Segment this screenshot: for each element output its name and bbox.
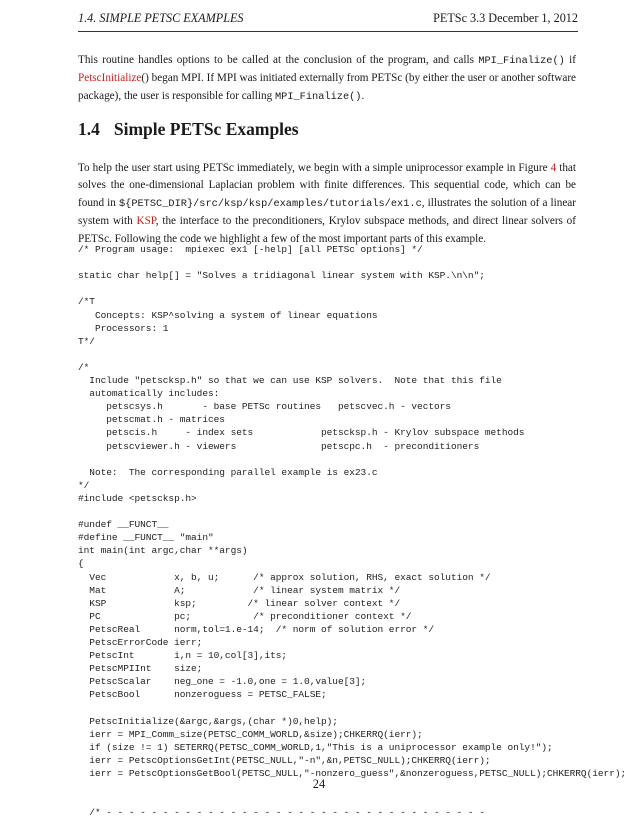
code-line: PetscMPIInt size; bbox=[78, 663, 203, 675]
code-line: #define __FUNCT__ "main" bbox=[78, 532, 214, 544]
code-line: /* - - - - - - - - - - - - - - - - - - - - - - - - - - - - - - - - - - bbox=[78, 807, 485, 819]
running-header bbox=[78, 9, 578, 29]
code-line: static char help[] = "Solves a tridiagonal linear system with KSP.\n\n"; bbox=[78, 270, 485, 282]
code-line: #include <petscksp.h> bbox=[78, 492, 197, 504]
code-line: Processors: 1 bbox=[78, 322, 169, 334]
intro-paragraph bbox=[78, 52, 576, 106]
code-line: ierr = MPI_Comm_size(PETSC_COMM_WORLD,&size);CHKERRQ(ierr); bbox=[78, 728, 423, 740]
code-line: /* Program usage: mpiexec ex1 [-help] [all PETSc options] */ bbox=[78, 244, 423, 255]
code-line: Concepts: KSP^solving a system of linear equations bbox=[78, 309, 378, 321]
code-line: petscsys.h - base PETSc routines petscvec.h - vectors bbox=[78, 401, 451, 413]
code-line: int main(int argc,char **args) bbox=[78, 545, 248, 557]
code-line: Include "petscksp.h" so that we can use KSP solvers. Note that this file bbox=[78, 375, 502, 386]
code-line: if (size != 1) SETERRQ(PETSC_COMM_WORLD,1,"This is a uniprocessor example only!"); bbox=[78, 741, 553, 753]
figure-4-link[interactable]: 4 bbox=[550, 162, 557, 174]
mpi-finalize-code-2: MPI_Finalize() bbox=[274, 90, 362, 103]
code-line: ierr = PetscOptionsGetBool(PETSC_NULL,"-nonzero_guess",&nonzeroguess,PETSC_NULL);CHKERRQ(ierr); bbox=[78, 768, 627, 779]
code-line: { bbox=[78, 558, 84, 570]
code-line: PetscScalar neg_one = -1.0,one = 1.0,value[3]; bbox=[78, 676, 367, 688]
code-line: Vec x, b, u; /* approx solution, RHS, exact solution */ bbox=[78, 571, 491, 583]
mpi-finalize-code: MPI_Finalize() bbox=[478, 55, 565, 67]
example-path: ${PETSC_DIR}/src/ksp/ksp/examples/tutorials/ex1.c bbox=[118, 197, 422, 210]
page-number: 24 bbox=[312, 777, 326, 791]
code-line: PetscInt i,n = 10,col[3],its; bbox=[78, 650, 288, 662]
code-line: PetscReal norm,tol=1.e-14; /* norm of solution error */ bbox=[78, 623, 435, 635]
intro-text-2: if bbox=[564, 54, 577, 66]
code-line: automatically includes: bbox=[78, 388, 220, 400]
code-line: Mat A; /* linear system matrix */ bbox=[78, 584, 401, 596]
body-text-3: , illustrates the solution of a linear system with bbox=[78, 196, 576, 228]
intro-text-1: This routine handles options to be called at the conclusion of the program, and calls bbox=[78, 54, 479, 66]
code-line: KSP ksp; /* linear solver context */ bbox=[78, 597, 401, 609]
code-line: */ bbox=[78, 479, 90, 491]
section-title: Simple PETSc Examples bbox=[113, 119, 299, 139]
code-line: Note: The corresponding parallel example is ex23.c bbox=[78, 466, 378, 478]
intro-text-3: () began MPI. If MPI was initiated externally from PETSc (by either the user or another software package), the user is responsible for calling bbox=[78, 72, 577, 102]
code-line: petscis.h - index sets petscksp.h - Krylov subspace methods bbox=[78, 427, 525, 439]
code-line: ierr = PetscOptionsGetInt(PETSC_NULL,"-n",&n,PETSC_NULL);CHKERRQ(ierr); bbox=[78, 754, 491, 766]
code-line: PetscBool nonzeroguess = PETSC_FALSE; bbox=[78, 689, 327, 701]
section-heading bbox=[78, 119, 299, 140]
code-line: petscviewer.h - viewers petscpc.h - preconditioners bbox=[78, 440, 480, 452]
code-line: T*/ bbox=[78, 335, 95, 347]
section-number: 1.4 bbox=[78, 119, 100, 139]
header-section-label: 1.4. SIMPLE PETSC EXAMPLES bbox=[78, 11, 244, 25]
code-line: PetscInitialize(&argc,&args,(char *)0,help); bbox=[78, 715, 338, 727]
body-text-1: To help the user start using PETSc immediately, we begin with a simple uniprocessor example in Figure bbox=[78, 162, 551, 174]
body-text-4: , the interface to the preconditioners, Krylov subspace methods, and direct linear solvers of PETSc. Following the code we highlight a few of the most important parts of this example. bbox=[78, 215, 576, 245]
body-paragraph bbox=[78, 160, 576, 248]
header-version-date: PETSc 3.3 December 1, 2012 bbox=[433, 11, 578, 25]
intro-text-4: . bbox=[361, 89, 365, 102]
ksp-link[interactable]: KSP bbox=[136, 215, 156, 228]
header-rule bbox=[78, 31, 578, 32]
code-line: /* bbox=[78, 361, 90, 373]
code-line: petscmat.h - matrices bbox=[78, 414, 225, 426]
code-line: #undef __FUNCT__ bbox=[78, 519, 169, 531]
code-line: PetscErrorCode ierr; bbox=[78, 637, 203, 648]
code-line: PC pc; /* preconditioner context */ bbox=[78, 610, 412, 622]
petsc-initialize-link[interactable]: PetscInitialize bbox=[78, 72, 142, 85]
body-text-2: that solves the one-dimensional Laplacian problem with finite differences. This sequential code, which can be found in bbox=[78, 162, 576, 209]
code-line: /*T bbox=[78, 296, 95, 308]
